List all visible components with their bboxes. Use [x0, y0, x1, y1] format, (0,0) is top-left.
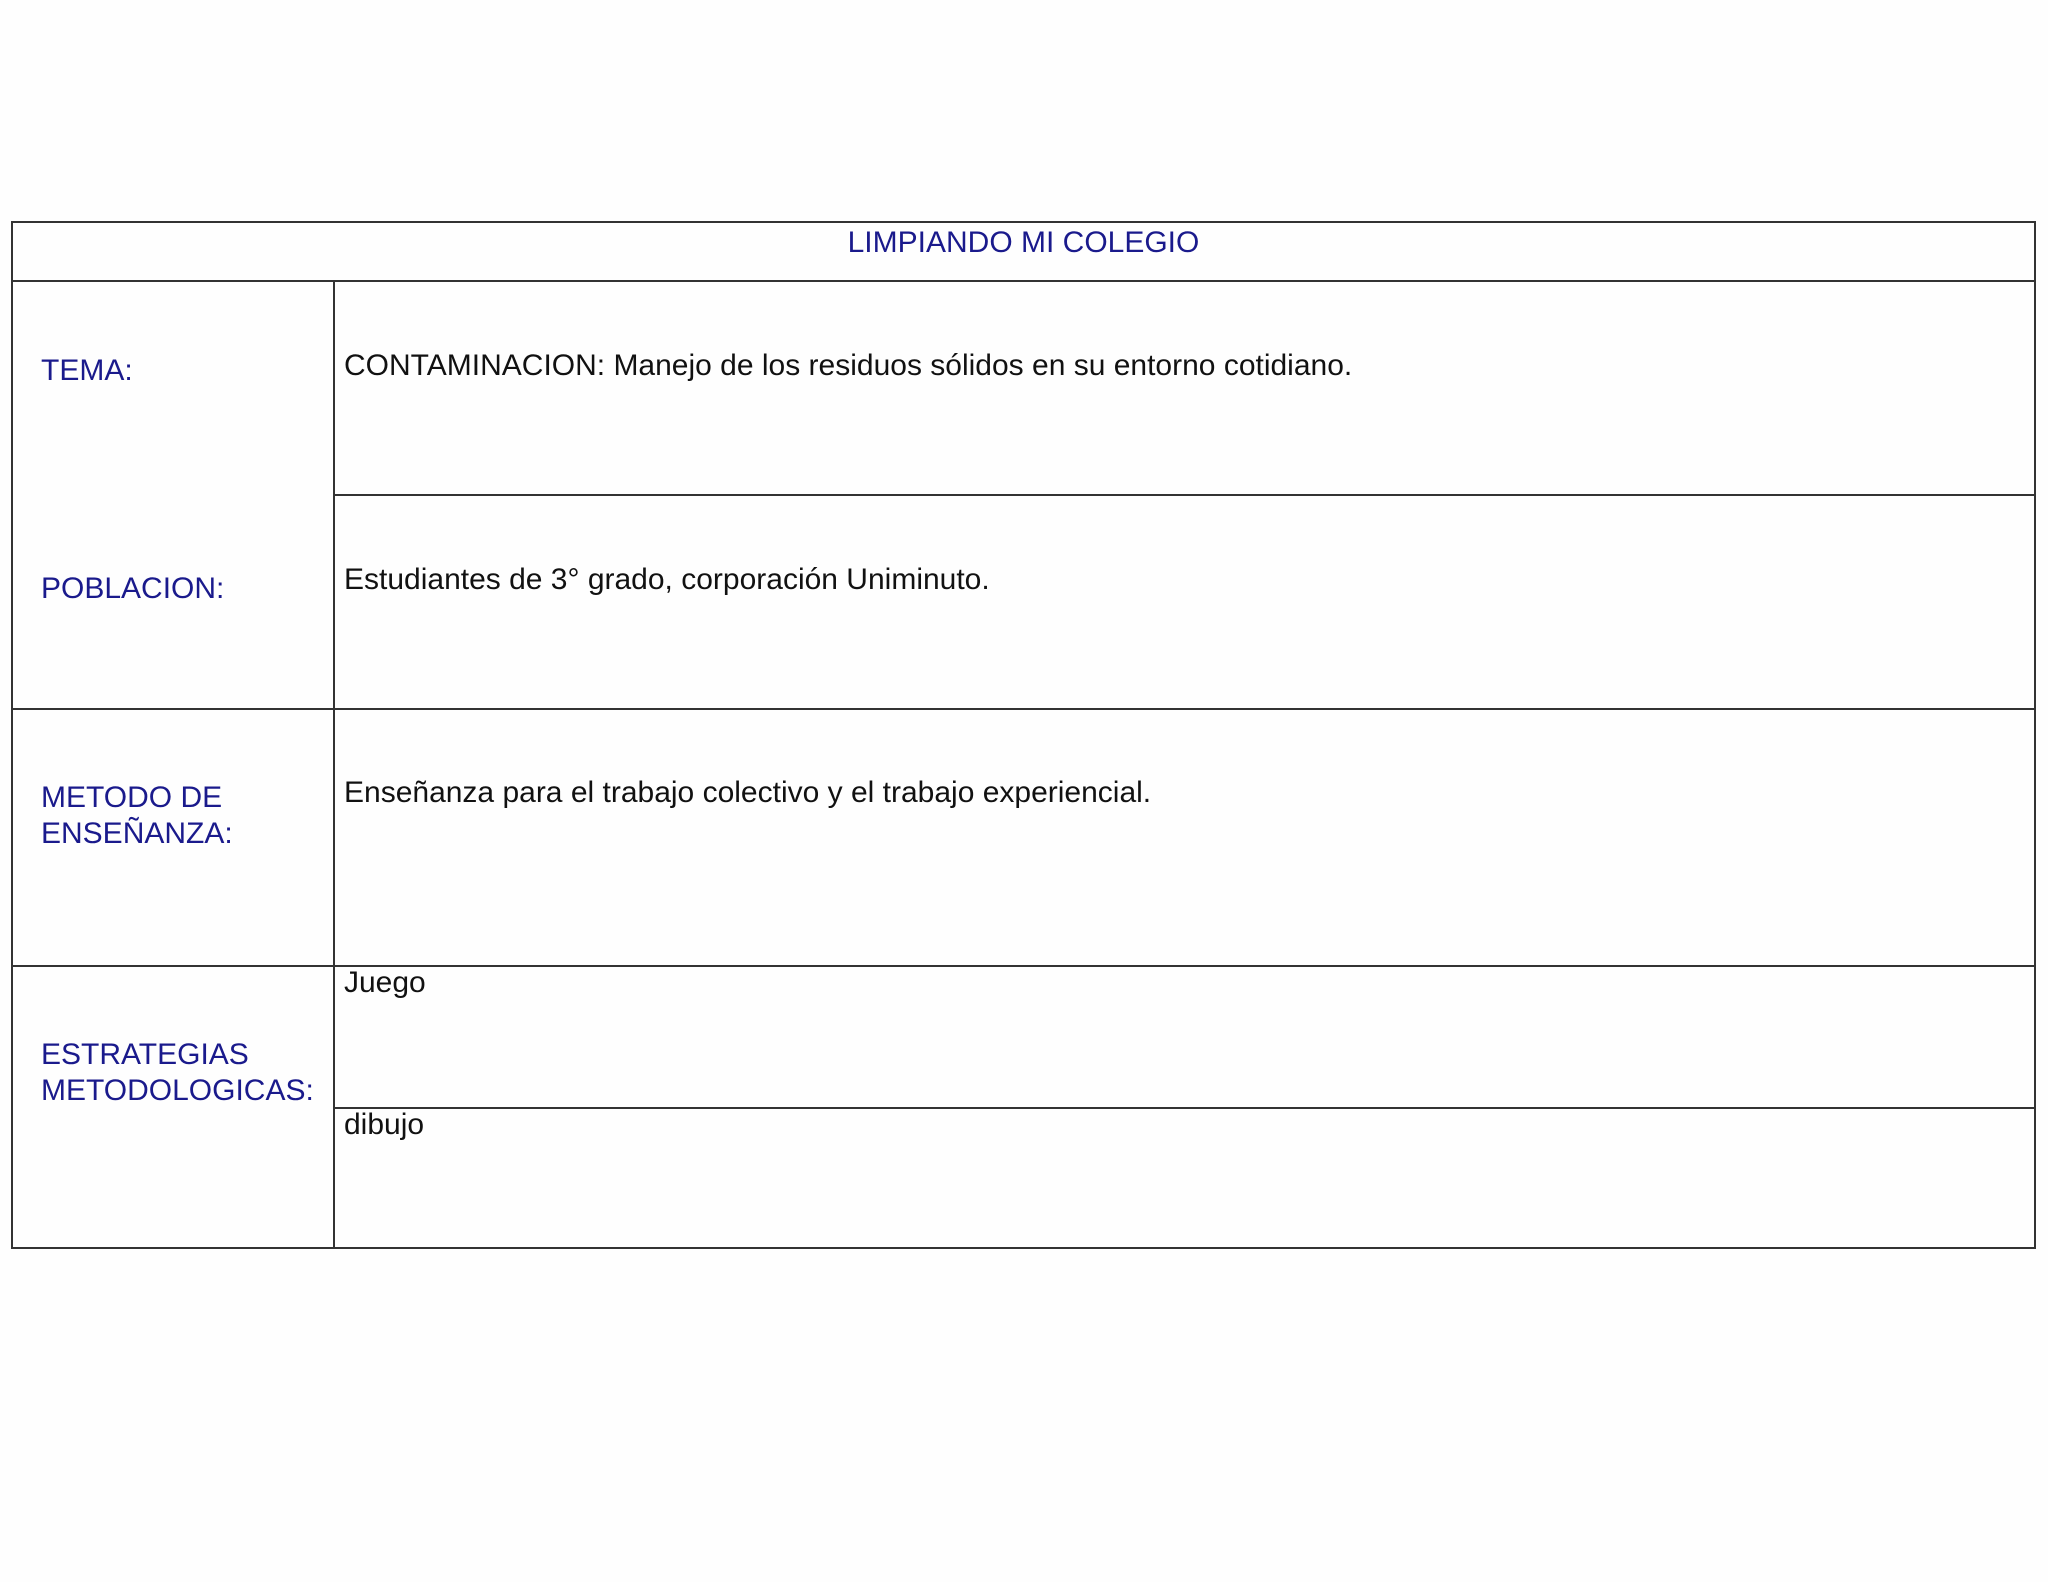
- value-metodo: Enseñanza para el trabajo colectivo y el trabajo experiencial.: [344, 776, 1152, 809]
- row-divider-tema: [333, 494, 2034, 496]
- label-estrategias-line2: METODOLOGICAS:: [41, 1074, 314, 1107]
- row-divider-juego: [333, 1107, 2034, 1109]
- label-estrategias-line1: ESTRATEGIAS: [41, 1038, 249, 1071]
- label-metodo-line2: ENSEÑANZA:: [41, 817, 233, 850]
- row-divider-metodo: [13, 965, 2034, 967]
- value-estrategia-dibujo: dibujo: [344, 1108, 425, 1141]
- title-divider: [13, 280, 2034, 282]
- row-divider-poblacion: [13, 708, 2034, 710]
- label-tema: TEMA:: [41, 354, 133, 387]
- value-poblacion: Estudiantes de 3° grado, corporación Uniminuto.: [344, 563, 990, 596]
- label-metodo-line1: METODO DE: [41, 781, 223, 814]
- value-tema: CONTAMINACION: Manejo de los residuos sólidos en su entorno cotidiano.: [344, 349, 1353, 382]
- value-estrategia-juego: Juego: [344, 966, 426, 999]
- table-title: LIMPIANDO MI COLEGIO: [847, 226, 1200, 259]
- lesson-plan-table: [11, 221, 2036, 1249]
- column-divider: [333, 280, 335, 1247]
- label-poblacion: POBLACION:: [41, 572, 225, 605]
